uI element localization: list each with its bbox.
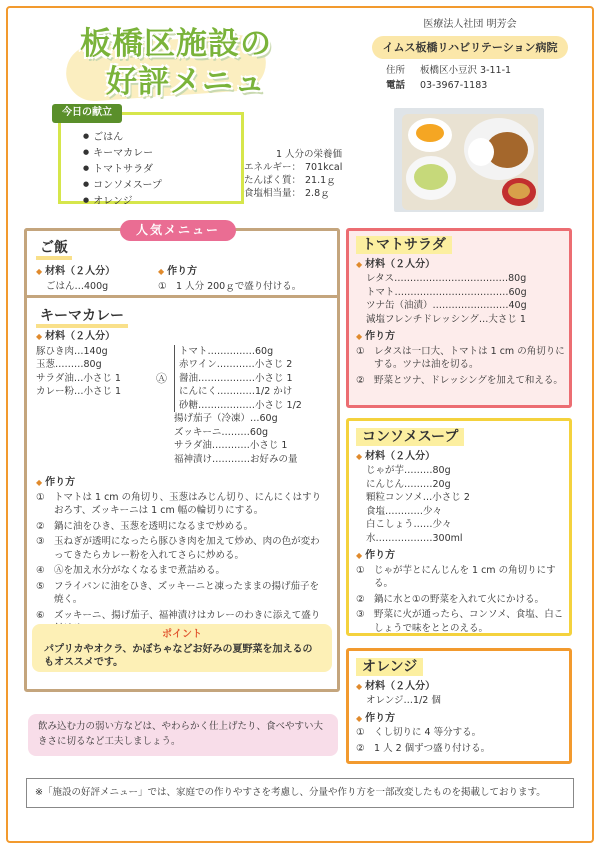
address-label: 住所 [386, 65, 406, 77]
hospital-corp: 医療法人社団 明芳会 [423, 19, 517, 30]
soup-step [356, 564, 566, 591]
keema-step [36, 535, 328, 562]
soup-materials [356, 464, 566, 545]
step-number: ② [356, 374, 365, 386]
title-line-1: 板橋区施設の [80, 26, 272, 62]
today-menu-tag: 今日の献立 [52, 104, 122, 123]
salad-title: トマトサラダ [356, 236, 452, 254]
orange-content [356, 658, 566, 755]
material-item: 水………………300ml [366, 532, 463, 544]
gohan-material: ごはん…400g [46, 280, 109, 292]
salad-content [356, 236, 566, 387]
material-item: 揚げ茄子（冷凍）…60g [174, 413, 278, 424]
step-number: ⑥ [36, 609, 45, 621]
phone-label: 電話 [386, 80, 406, 92]
material-item: 顆粒コンソメ…小さじ 2 [366, 492, 470, 503]
point-box [32, 624, 332, 672]
meal-photo [394, 108, 544, 212]
title-line-2: 好評メニュ [106, 64, 266, 100]
material-item: にんにく…………1/2 かけ [179, 386, 293, 397]
salad-materials [356, 272, 566, 326]
step-number: ① [356, 564, 365, 576]
material-item: 醤油………………小さじ 1 [179, 372, 293, 384]
keema-step [36, 491, 328, 518]
hospital-name: イムス板橋リハビリテーション病院 [372, 36, 568, 60]
soup-step [356, 608, 566, 635]
keema-right-materials [174, 345, 302, 413]
soup-step [356, 593, 566, 607]
orange-slices [416, 124, 444, 142]
keema-content [36, 308, 334, 636]
soup-content [356, 428, 566, 635]
step-number: ④ [36, 565, 45, 576]
nutrition-value: 701kcal [305, 162, 343, 173]
popular-menu-label: 人気メニュー [120, 220, 236, 241]
soup [508, 183, 530, 199]
step-text: 玉ねぎが透明になったら豚ひき肉を加えて炒め、肉の色が変わってきたらカレー粉を入れてさらに炒める。 [54, 536, 320, 561]
a-mark: Ⓐ [156, 371, 167, 385]
gohan-content [36, 240, 336, 293]
material-item: ズッキーニ………60g [174, 426, 269, 438]
keema-materials [36, 345, 334, 413]
footnote: ※「施設の好評メニュー」では、家庭での作りやすさを考慮し、分量や作り方を一部改変したものを掲載しております。 [26, 778, 574, 808]
salad [414, 164, 448, 190]
list-item: ● ごはん [83, 129, 241, 145]
nutrition-label: エネルギー： [244, 162, 302, 173]
keema-step [36, 580, 328, 607]
tip-box: 飲み込む力の弱い方などは、やわらかく仕上げたり、食べやすい大きさに切るなど工夫しましょう。 [28, 714, 338, 756]
orange-step [356, 742, 566, 756]
material-item: ツナ缶（油漬）……………………40g [366, 300, 527, 311]
soup-title: コンソメスープ [356, 428, 464, 446]
step-text: トマトは 1 cm の角切り、玉葱はみじん切り、にんにくはすりおろす、ズッキーニは 1 cm 幅の輪切りにする。 [54, 491, 322, 516]
page-title [36, 20, 286, 100]
step-number: ① [36, 491, 45, 503]
material-item: 食塩…………少々 [366, 505, 443, 517]
soup-materials-label: ◆ 材料（２人分） [356, 450, 566, 465]
orange-step [356, 726, 566, 740]
step-number: ② [356, 742, 365, 754]
step-number: ③ [36, 536, 45, 547]
step-number: ⑤ [36, 580, 45, 592]
point-label: ポイント [162, 629, 202, 640]
step-text: 1 人 2 個ずつ盛り付ける。 [374, 742, 491, 754]
keema-steps [36, 491, 334, 636]
material-item: じゃが芋………80g [366, 465, 451, 476]
gohan-body [36, 262, 336, 293]
material-item: 白こしょう……少々 [366, 519, 452, 530]
material-item: 玉葱………80g [36, 359, 102, 370]
step-text: レタスは一口大、トマトは 1 cm の角切りにする。ツナは油を切る。 [374, 345, 565, 370]
nutrition-header: 1 人分の栄養価 [275, 149, 343, 160]
phone-value: 03-3967-1183 [420, 80, 488, 92]
material-item: 赤ワイン…………小さじ 2 [179, 359, 293, 370]
address-value: 板橋区小豆沢 3-11-1 [420, 65, 512, 77]
nutrition-label: 食塩相当量： [244, 188, 302, 199]
material-item: サラダ油…………小さじ 1 [174, 440, 288, 451]
nutrition-value: 2.8ｇ [305, 188, 330, 199]
list-item: ● トマトサラダ [83, 161, 241, 177]
hospital-address [372, 64, 568, 78]
material-item: にんじん………20g [366, 478, 451, 490]
keema-more-materials [174, 412, 334, 466]
orange-method-label: ◆ 作り方 [356, 712, 566, 727]
keema-method-label: ◆ 作り方 [36, 476, 334, 491]
today-menu-list [83, 129, 241, 209]
step-text: フライパンに油をひき、ズッキーニと凍ったままの揚げ茄子を焼く。 [54, 580, 320, 605]
material-item: 減塩フレンチドレッシング…大さじ 1 [366, 313, 526, 325]
salad-step [356, 374, 566, 388]
material-item: レタス………………………………80g [366, 273, 527, 284]
material-item: トマト……………60g [179, 345, 274, 357]
step-text: 1 人分 200ｇで盛り付ける。 [176, 280, 302, 292]
rice [468, 138, 494, 166]
material-item: カレー粉…小さじ 1 [36, 386, 122, 397]
hospital-info [372, 18, 568, 93]
gohan-materials-label: ◆ 材料（２人分） [36, 265, 158, 280]
step-text: じゃが芋とにんじんを 1 cm の角切りにする。 [374, 564, 556, 589]
nutrition-row [244, 174, 364, 187]
list-item: ● オレンジ [83, 193, 241, 209]
nutrition-label: たんぱく質： [244, 175, 302, 186]
list-item: ● コンソメスープ [83, 177, 241, 193]
step-number: ② [356, 593, 365, 605]
step-number: ② [36, 520, 45, 532]
step-text: 野菜に火が通ったら、コンソメ、食塩、白こしょうで味をととのえる。 [374, 609, 564, 634]
hospital-phone [372, 79, 568, 93]
step-number: ③ [356, 609, 365, 620]
soup-method-label: ◆ 作り方 [356, 549, 566, 564]
orange-materials-label: ◆ 材料（２人分） [356, 680, 566, 695]
step-text: 鍋に水と①の野菜を入れて火にかける。 [374, 593, 545, 605]
step-text: Ⓐを加え水分がなくなるまで煮詰める。 [54, 565, 226, 576]
step-number: ① [356, 727, 365, 738]
step-text: ズッキーニ、揚げ茄子、福神漬けはカレーのわきに添えて盛り [54, 609, 321, 621]
gohan-step [158, 280, 301, 294]
material-item: サラダ油…小さじ 1 [36, 372, 121, 384]
keema-title: キーマカレー [36, 308, 128, 328]
material-item: 豚ひき肉…140g [36, 345, 108, 357]
keema-left-materials [36, 345, 156, 413]
nutrition-value: 21.1ｇ [305, 175, 336, 186]
step-number: ① [356, 345, 365, 357]
keema-step [36, 564, 328, 578]
point-text: パプリカやオクラ、かぼちゃなどお好みの夏野菜を加えるのもオススメです。 [44, 643, 313, 668]
list-item: ● キーマカレー [83, 145, 241, 161]
orange-material: オレンジ…1/2 個 [366, 695, 441, 706]
step-number: ① [158, 280, 167, 292]
material-item: 砂糖………………小さじ 1/2 [179, 399, 302, 411]
salad-materials-label: ◆ 材料（２人分） [356, 258, 566, 273]
step-text: くし切りに 4 等分する。 [374, 727, 482, 738]
step-text: 野菜とツナ、ドレッシングを加えて和える。 [374, 374, 563, 386]
gohan-title: ご飯 [36, 240, 72, 260]
nutrition-info [244, 148, 364, 200]
salad-step [356, 345, 566, 372]
nutrition-row [244, 161, 364, 174]
gohan-method-label: ◆ 作り方 [158, 265, 301, 280]
salad-method-label: ◆ 作り方 [356, 330, 566, 345]
today-menu-box [58, 112, 244, 207]
keema-materials-label: ◆ 材料（２人分） [36, 330, 334, 345]
keema-step [36, 520, 328, 534]
material-item: 福神漬け…………お好みの量 [174, 453, 298, 465]
orange-title: オレンジ [356, 658, 423, 676]
step-text: 鍋に油をひき、玉葱を透明になるまで炒める。 [54, 520, 254, 532]
material-item: トマト………………………………60g [366, 286, 527, 298]
nutrition-row [244, 187, 364, 200]
